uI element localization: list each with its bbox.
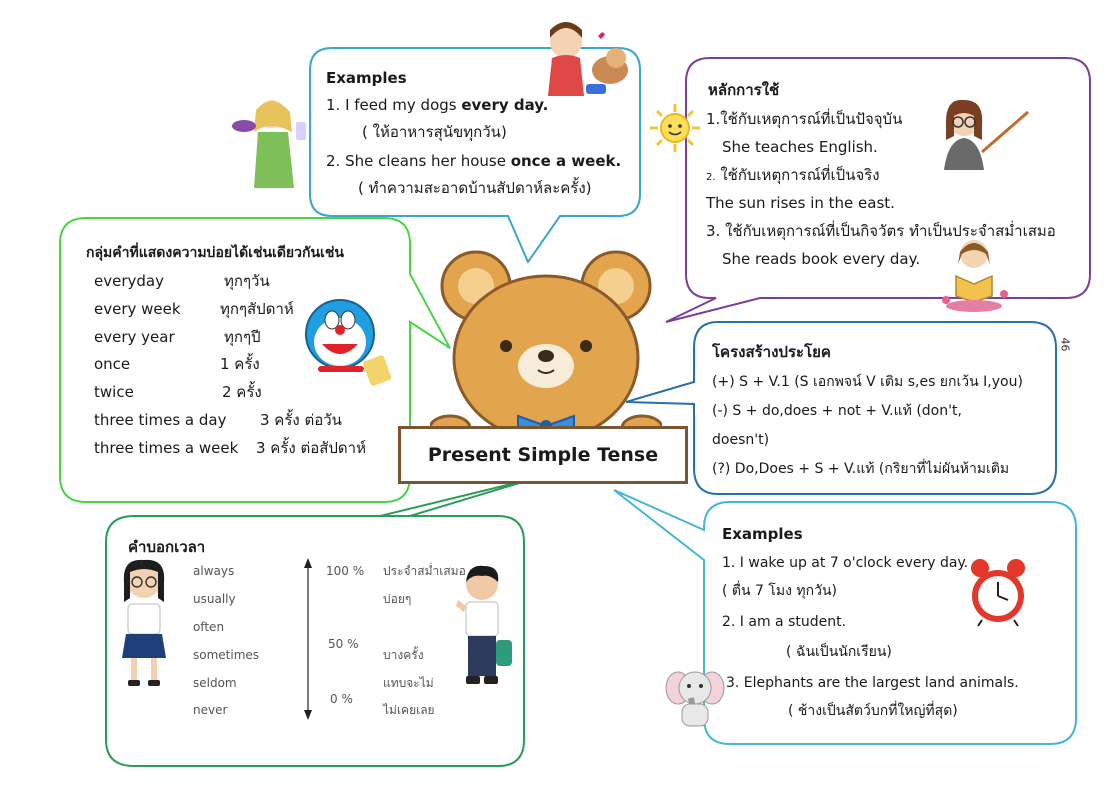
examples-bottom-line2: 2. I am a student. xyxy=(722,614,847,630)
usage-rule-1: 1.ใช้กับเหตุการณ์ที่เป็นปัจจุบัน xyxy=(706,110,903,128)
frequency-row-en: every week xyxy=(94,300,181,318)
structure-negative-cont: doesn't) xyxy=(712,432,770,448)
boy-student-illustration xyxy=(454,562,516,690)
examples-bottom-line2-thai: ( ฉันเป็นนักเรียน) xyxy=(786,644,892,660)
thai-seldom: แทบจะไม่ xyxy=(383,676,434,690)
thai-usually: บ่อยๆ xyxy=(383,592,412,606)
examples-bottom-heading: Examples xyxy=(722,525,803,543)
examples-top-line1-bold: every day. xyxy=(461,96,549,114)
frequency-row-en: everyday xyxy=(94,272,164,290)
usage-rule-2-text: ใช้กับเหตุการณ์ที่เป็นจริง xyxy=(715,166,880,184)
frequency-row-en: twice xyxy=(94,383,134,401)
examples-top-line2 xyxy=(326,154,621,169)
frequency-row-en: three times a day xyxy=(94,411,227,429)
adverb-word: sometimes xyxy=(193,648,260,662)
thai-sometimes: บางครั้ง xyxy=(383,648,424,662)
teacher-illustration xyxy=(938,96,1032,172)
examples-top-heading: Examples xyxy=(326,69,407,87)
sun-icon xyxy=(646,102,704,154)
frequency-row-th: ทุกๆวัน xyxy=(224,272,270,290)
structure-negative: (-) S + do,does + not + V.แท้ (don't, xyxy=(712,403,962,419)
alarm-clock-icon xyxy=(958,556,1038,628)
usage-rule-1-example: She teaches English. xyxy=(722,138,878,156)
frequency-row-th: ทุกๆปี xyxy=(224,328,261,346)
adverb-word: never xyxy=(193,703,228,717)
usage-rule-2 xyxy=(706,168,880,183)
frequency-heading: กลุ่มคำที่แสดงความบ่อยได้เช่นเดียวกันเช่น xyxy=(86,245,344,261)
frequency-row-th: ทุกๆสัปดาห์ xyxy=(220,300,294,318)
usage-heading: หลักการใช้ xyxy=(708,81,780,99)
examples-top-line1-start: 1. I feed my dogs xyxy=(326,96,462,114)
adverb-word: usually xyxy=(193,592,236,606)
adverbs-heading: คำบอกเวลา xyxy=(128,538,206,556)
frequency-row-th: 1 ครั้ง xyxy=(220,355,260,373)
frequency-row-en: three times a week xyxy=(94,439,239,457)
frequency-row-en: once xyxy=(94,355,131,373)
elephant-illustration xyxy=(664,664,726,728)
usage-rule-3: 3. ใช้กับเหตุการณ์ที่เป็นกิจวัตร ทำเป็นประจำสม่ำเสมอ xyxy=(706,222,1056,240)
examples-bottom-line3: 3. Elephants are the largest land animals. xyxy=(726,675,1019,691)
examples-top-line2-bold: once a week. xyxy=(510,152,622,170)
examples-bottom-line1-thai: ( ตื่น 7 โมง ทุกวัน) xyxy=(722,583,838,599)
usage-rule-2-example: The sun rises in the east. xyxy=(706,194,895,212)
examples-bottom-line1: 1. I wake up at 7 o'clock every day. xyxy=(722,555,969,571)
teddy-bear-illustration xyxy=(430,246,662,446)
adverb-word: seldom xyxy=(193,676,237,690)
girl-reading-illustration xyxy=(942,236,1014,314)
frequency-row-th: 3 ครั้ง ต่อสัปดาห์ xyxy=(256,439,366,457)
percent-0: 0 % xyxy=(330,692,353,706)
thai-never: ไม่เคยเลย xyxy=(383,703,435,717)
structure-heading: โครงสร้างประโยค xyxy=(712,343,831,361)
examples-top-line2-thai: ( ทำความสะอาดบ้านสัปดาห์ละครั้ง) xyxy=(358,179,592,197)
usage-rule-3-example: She reads book every day. xyxy=(722,250,921,268)
cleaning-woman-illustration xyxy=(232,92,320,192)
center-title: Present Simple Tense xyxy=(398,426,688,484)
structure-affirmative: (+) S + V.1 (S เอกพจน์ V เติม s,es ยกเว้น I,you) xyxy=(712,374,1023,390)
frequency-row-th: 2 ครั้ง xyxy=(222,383,262,401)
examples-top-line1-thai: ( ให้อาหารสุนัขทุกวัน) xyxy=(362,123,507,141)
doraemon-illustration xyxy=(296,292,400,396)
adverb-word: always xyxy=(193,564,235,578)
thai-always: ประจำสม่ำเสมอ xyxy=(383,564,466,578)
frequency-row-th: 3 ครั้ง ต่อวัน xyxy=(260,411,342,429)
adverb-word: often xyxy=(193,620,225,634)
usage-rule-2-num: 2. xyxy=(706,172,716,183)
examples-bottom-line3-thai: ( ช้างเป็นสัตว์บกที่ใหญ่ที่สุด) xyxy=(788,703,958,719)
frequency-row-en: every year xyxy=(94,328,175,346)
girl-with-dog-illustration xyxy=(536,18,636,100)
page-number: 46 xyxy=(1058,337,1072,352)
percent-50: 50 % xyxy=(328,637,359,651)
girl-student-illustration xyxy=(114,558,174,690)
examples-top-line1 xyxy=(326,98,548,113)
examples-top-line2-start: 2. She cleans her house xyxy=(326,152,511,170)
percent-100: 100 % xyxy=(326,564,365,578)
structure-question: (?) Do,Does + S + V.แท้ (กริยาที่ไม่ผันห้ามเติม xyxy=(712,461,1010,477)
